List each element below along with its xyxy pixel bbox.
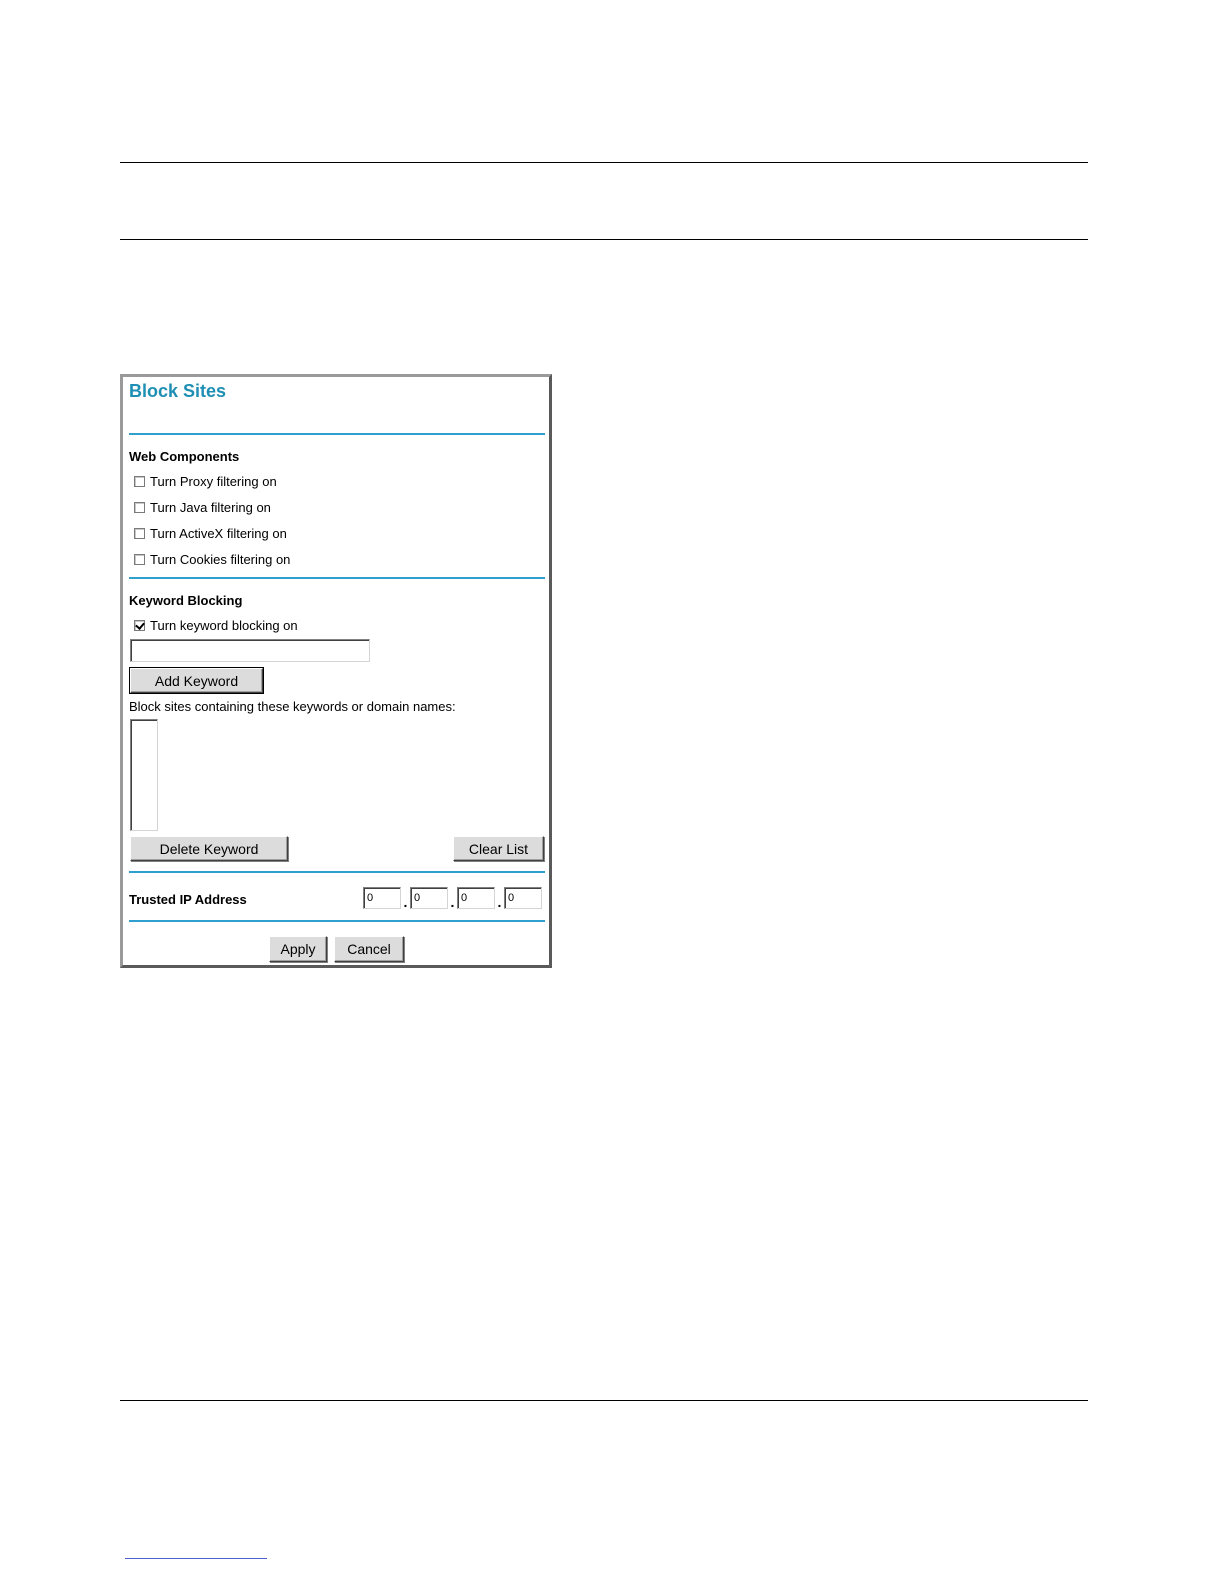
java-filtering-option[interactable] <box>134 498 271 516</box>
trusted-ip-octet-2[interactable]: 0 <box>410 887 448 909</box>
trusted-ip-input-group <box>363 887 542 909</box>
ip-separator: . <box>450 894 455 910</box>
cancel-button[interactable]: Cancel <box>334 936 404 962</box>
ip-separator: . <box>403 894 408 910</box>
proxy-filtering-checkbox[interactable] <box>134 476 145 487</box>
trusted-ip-octet-1[interactable]: 0 <box>363 887 401 909</box>
java-filtering-label: Turn Java filtering on <box>150 499 271 515</box>
footer-link-underline <box>125 1558 267 1559</box>
section-divider <box>129 920 545 922</box>
trusted-ip-label: Trusted IP Address <box>129 892 247 907</box>
delete-keyword-button[interactable]: Delete Keyword <box>130 836 288 861</box>
activex-filtering-option[interactable] <box>134 524 287 542</box>
add-keyword-button[interactable]: Add Keyword <box>130 668 263 693</box>
trusted-ip-octet-4[interactable]: 0 <box>504 887 542 909</box>
block-sites-window <box>120 374 552 968</box>
header-rule-bottom <box>120 239 1088 240</box>
clear-list-button[interactable]: Clear List <box>453 836 544 861</box>
cookies-filtering-option[interactable] <box>134 550 290 568</box>
keyword-list-caption: Block sites containing these keywords or domain names: <box>129 699 456 714</box>
cookies-filtering-label: Turn Cookies filtering on <box>150 551 291 567</box>
web-components-heading: Web Components <box>129 449 240 464</box>
section-divider <box>129 871 545 873</box>
java-filtering-checkbox[interactable] <box>134 502 145 513</box>
section-divider <box>129 577 545 579</box>
keyword-input[interactable] <box>130 639 370 662</box>
block-sites-panel <box>126 377 546 965</box>
apply-button[interactable]: Apply <box>269 936 327 962</box>
proxy-filtering-option[interactable] <box>134 472 277 490</box>
activex-filtering-checkbox[interactable] <box>134 528 145 539</box>
activex-filtering-label: Turn ActiveX filtering on <box>150 525 287 541</box>
header-rule-top <box>120 162 1088 163</box>
proxy-filtering-label: Turn Proxy filtering on <box>150 473 277 489</box>
keyword-blocking-checkbox[interactable] <box>134 620 145 631</box>
section-divider <box>129 433 545 435</box>
ip-separator: . <box>497 894 502 910</box>
footer-rule <box>120 1400 1088 1401</box>
keyword-list[interactable] <box>130 719 158 831</box>
keyword-blocking-heading: Keyword Blocking <box>129 593 243 608</box>
page-title: Block Sites <box>129 381 227 401</box>
keyword-blocking-label: Turn keyword blocking on <box>150 617 298 633</box>
cookies-filtering-checkbox[interactable] <box>134 554 145 565</box>
trusted-ip-octet-3[interactable]: 0 <box>457 887 495 909</box>
keyword-blocking-option[interactable] <box>134 616 298 634</box>
